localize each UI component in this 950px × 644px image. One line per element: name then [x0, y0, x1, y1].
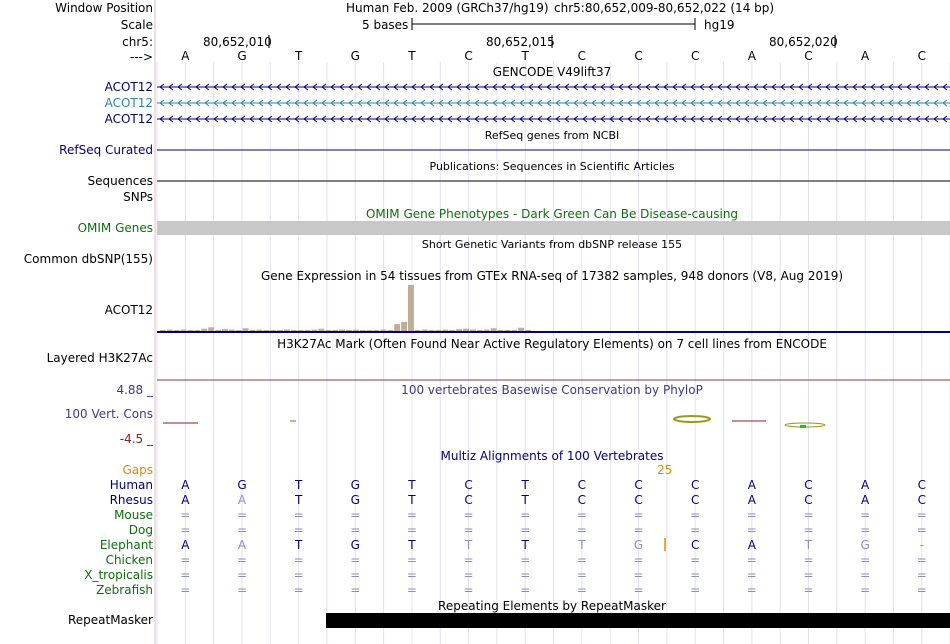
- sequence-base: C: [464, 49, 473, 63]
- alignment-base: =: [350, 568, 361, 582]
- alignment-base: =: [690, 553, 701, 567]
- sequence-base: T: [408, 49, 416, 63]
- gap-count: 25: [657, 463, 673, 477]
- scale-db-text: hg19: [704, 18, 735, 32]
- alignment-base: =: [803, 583, 814, 597]
- alignment-base: =: [406, 523, 417, 537]
- alignment-base: =: [180, 583, 191, 597]
- alignment-base: =: [633, 568, 644, 582]
- chrom-label: chr5:: [122, 35, 153, 49]
- common-dbsnp-label[interactable]: Common dbSNP(155): [23, 252, 153, 266]
- species-label[interactable]: X_tropicalis: [84, 568, 153, 582]
- gtex-bar: [277, 330, 283, 331]
- alignment-base: T: [408, 493, 416, 507]
- gtex-bar: [415, 330, 421, 331]
- species-label[interactable]: Zebrafish: [96, 583, 153, 597]
- alignment-base: -: [919, 538, 924, 552]
- conservation-max-label: 4.88 _: [116, 383, 153, 397]
- gtex-bar: [504, 330, 510, 331]
- gtex-bar: [291, 330, 297, 331]
- gtex-bar: [250, 330, 256, 331]
- omim-genes-label[interactable]: OMIM Genes: [77, 221, 153, 235]
- species-label[interactable]: Human: [109, 478, 153, 492]
- gtex-bar: [215, 330, 221, 331]
- gtex-bar: [477, 330, 483, 331]
- gtex-bar: [263, 330, 269, 331]
- alignment-base: =: [520, 508, 531, 522]
- ruler-tick-2: 80,652,015: [486, 35, 555, 49]
- gtex-bar: [525, 330, 531, 331]
- alignment-base: =: [463, 523, 474, 537]
- gtex-bar: [318, 329, 324, 331]
- alignment-base: T: [578, 538, 586, 552]
- alignment-base: G: [860, 538, 870, 552]
- gtex-bar: [380, 330, 386, 331]
- acot12-gtex-label[interactable]: ACOT12: [104, 303, 153, 317]
- alignment-base: =: [406, 508, 417, 522]
- gtex-bar: [284, 330, 290, 331]
- alignment-base: T: [521, 478, 529, 492]
- alignment-base: C: [804, 478, 813, 492]
- snps-label[interactable]: SNPs: [123, 190, 153, 204]
- gtex-bar: [346, 330, 352, 331]
- alignment-base: A: [861, 478, 870, 492]
- alignment-base: =: [860, 568, 871, 582]
- gtex-bar: [422, 330, 428, 331]
- scale-label: Scale: [120, 18, 153, 32]
- alignment-base: =: [180, 553, 191, 567]
- alignment-base: =: [520, 583, 531, 597]
- phylop-mark: [800, 425, 806, 428]
- acot12-track-label-3[interactable]: ACOT12: [104, 112, 153, 126]
- gtex-bar: [332, 330, 338, 331]
- layered-h3k27ac-label[interactable]: Layered H3K27Ac: [46, 351, 153, 365]
- alignment-base: T: [408, 478, 416, 492]
- strand-arrow-label: --->: [129, 50, 153, 64]
- assembly-name: Human Feb. 2009 (GRCh37/hg19): [346, 1, 549, 15]
- alignment-base: =: [690, 568, 701, 582]
- gtex-bar: [367, 330, 373, 331]
- gtex-bar: [312, 330, 318, 331]
- sequence-base: T: [294, 49, 303, 63]
- conservation-min-label: -4.5 _: [119, 432, 153, 446]
- species-label[interactable]: Chicken: [105, 553, 153, 567]
- alignment-base: G: [633, 538, 644, 552]
- sequence-base: C: [577, 49, 587, 63]
- alignment-base: A: [181, 493, 190, 507]
- alignment-base: =: [293, 583, 304, 597]
- alignment-base: C: [690, 478, 700, 492]
- phylop-track-title[interactable]: 100 vertebrates Basewise Conservation by PhyloP: [401, 383, 703, 397]
- alignment-base: =: [463, 583, 474, 597]
- alignment-base: =: [803, 553, 814, 567]
- alignment-base: =: [180, 508, 191, 522]
- alignment-base: =: [406, 583, 417, 597]
- alignment-base: A: [237, 538, 247, 552]
- gtex-bar: [498, 330, 504, 331]
- alignment-base: =: [576, 508, 587, 522]
- phylop-mark: [674, 416, 710, 422]
- alignment-base: =: [690, 508, 701, 522]
- gtex-bar: [194, 330, 200, 331]
- alignment-base: C: [634, 478, 643, 492]
- gtex-bar: [167, 330, 173, 331]
- species-label[interactable]: Mouse: [114, 508, 153, 522]
- alignment-base: =: [576, 568, 587, 582]
- alignment-base: =: [746, 523, 757, 537]
- gtex-bar: [394, 324, 400, 331]
- gtex-bar: [222, 329, 228, 331]
- gtex-bar: [408, 285, 414, 331]
- alignment-base: =: [746, 553, 757, 567]
- alignment-base: =: [236, 583, 247, 597]
- gtex-bar: [429, 330, 435, 331]
- alignment-base: =: [576, 583, 587, 597]
- scale-bar-text: 5 bases: [362, 18, 409, 32]
- position-readout: chr5:80,652,009-80,652,022 (14 bp): [554, 1, 775, 15]
- gtex-bar: [305, 330, 311, 331]
- alignment-base: T: [521, 538, 529, 552]
- sequence-base: G: [237, 49, 247, 63]
- sequence-base: C: [690, 49, 700, 63]
- alignment-base: A: [747, 538, 756, 552]
- alignment-base: =: [293, 568, 304, 582]
- alignment-base: T: [804, 538, 813, 552]
- alignment-base: =: [916, 523, 927, 537]
- gtex-bar: [470, 330, 476, 331]
- publications-track-title[interactable]: Publications: Sequences in Scientific Articles: [429, 160, 675, 173]
- omim-track-title[interactable]: OMIM Gene Phenotypes - Dark Green Can Be Disease-causing: [365, 207, 739, 221]
- gtex-bar: [463, 329, 469, 331]
- omim-bar: [157, 221, 950, 235]
- gtex-bar: [160, 330, 166, 331]
- gtex-bar: [229, 330, 235, 331]
- alignment-base: T: [521, 493, 529, 507]
- alignment-base: A: [861, 493, 870, 507]
- gtex-bar: [243, 328, 249, 331]
- sequence-base: T: [521, 49, 529, 63]
- alignment-base: T: [294, 538, 303, 552]
- window-position-label: Window Position: [55, 1, 153, 15]
- gtex-bar: [484, 330, 490, 331]
- alignment-base: =: [180, 568, 191, 582]
- alignment-base: =: [916, 508, 927, 522]
- sequence-base: G: [350, 49, 360, 63]
- alignment-base: C: [577, 493, 587, 507]
- multiz-track-title[interactable]: Multiz Alignments of 100 Vertebrates: [440, 449, 664, 463]
- acot12-track-label-2[interactable]: ACOT12: [104, 96, 153, 110]
- gtex-track-title[interactable]: Gene Expression in 54 tissues from GTEx RNA-seq of 17382 samples, 948 donors (V8, Aug 2019): [260, 269, 844, 283]
- alignment-base: A: [747, 493, 756, 507]
- alignment-base: =: [293, 508, 304, 522]
- alignment-base: G: [350, 493, 360, 507]
- gtex-bar: [201, 329, 207, 331]
- alignment-base: A: [181, 538, 190, 552]
- alignment-base: =: [746, 508, 757, 522]
- repeatmasker-label[interactable]: RepeatMasker: [67, 613, 153, 627]
- alignment-base: =: [803, 568, 814, 582]
- alignment-base: =: [236, 523, 247, 537]
- vert-cons-label[interactable]: 100 Vert. Cons: [64, 407, 153, 421]
- alignment-base: =: [916, 568, 927, 582]
- alignment-base: G: [350, 538, 360, 552]
- alignment-base: T: [294, 478, 303, 492]
- gtex-bar: [208, 327, 214, 331]
- alignment-base: =: [293, 553, 304, 567]
- alignment-base: =: [236, 553, 247, 567]
- alignment-base: =: [633, 553, 644, 567]
- alignment-base: =: [520, 568, 531, 582]
- alignment-base: =: [860, 583, 871, 597]
- species-label[interactable]: Elephant: [99, 538, 153, 552]
- alignment-base: C: [804, 493, 813, 507]
- alignment-base: =: [690, 523, 701, 537]
- alignment-base: =: [236, 508, 247, 522]
- alignment-base: =: [406, 568, 417, 582]
- alignment-base: C: [577, 478, 587, 492]
- alignment-base: C: [464, 478, 473, 492]
- acot12-track-label-1[interactable]: ACOT12: [104, 80, 153, 94]
- gtex-bar: [442, 330, 448, 331]
- alignment-base: =: [576, 553, 587, 567]
- dbsnp-track-title[interactable]: Short Genetic Variants from dbSNP release 155: [421, 238, 683, 251]
- gtex-bar: [256, 330, 262, 331]
- refseq-curated-label[interactable]: RefSeq Curated: [59, 143, 153, 157]
- alignment-base: =: [236, 568, 247, 582]
- sequence-base: A: [747, 49, 756, 63]
- alignment-base: =: [406, 553, 417, 567]
- alignment-base: G: [350, 478, 360, 492]
- gtex-bar: [436, 330, 442, 331]
- alignment-base: =: [350, 553, 361, 567]
- alignment-base: =: [520, 553, 531, 567]
- alignment-base: =: [576, 523, 587, 537]
- alignment-base: C: [690, 538, 700, 552]
- alignment-base: =: [463, 508, 474, 522]
- gtex-bar: [270, 330, 276, 331]
- gtex-bar: [339, 330, 345, 331]
- alignment-base: =: [860, 508, 871, 522]
- sequence-base: A: [861, 49, 870, 63]
- alignment-base: T: [294, 493, 303, 507]
- species-label[interactable]: Rhesus: [109, 493, 153, 507]
- gtex-bar: [449, 330, 455, 331]
- alignment-base: C: [690, 493, 700, 507]
- alignment-base: =: [350, 508, 361, 522]
- gtex-bar: [387, 330, 393, 331]
- alignment-base: T: [408, 538, 416, 552]
- gtex-bar: [401, 322, 407, 331]
- alignment-base: =: [520, 523, 531, 537]
- alignment-base: =: [633, 523, 644, 537]
- alignment-base: C: [917, 493, 926, 507]
- sequences-label[interactable]: Sequences: [87, 174, 153, 188]
- sequence-base: C: [804, 49, 813, 63]
- alignment-base: =: [916, 553, 927, 567]
- gtex-bar: [174, 330, 180, 331]
- alignment-base: T: [464, 538, 473, 552]
- sequence-base: A: [181, 49, 190, 63]
- alignment-base: =: [860, 523, 871, 537]
- alignment-base: =: [463, 568, 474, 582]
- alignment-base: =: [633, 583, 644, 597]
- repeatmasker-bar: [326, 613, 950, 628]
- gtex-bar: [353, 330, 359, 331]
- alignment-base: G: [237, 478, 247, 492]
- alignment-base: =: [463, 553, 474, 567]
- gtex-bar: [374, 330, 380, 331]
- species-label[interactable]: Dog: [128, 523, 153, 537]
- gtex-bar: [456, 329, 462, 331]
- gtex-bar: [236, 330, 242, 331]
- alignment-base: =: [803, 523, 814, 537]
- gencode-track-title[interactable]: GENCODE V49lift37: [492, 65, 612, 79]
- alignment-base: A: [237, 493, 247, 507]
- alignment-base: C: [464, 493, 473, 507]
- gtex-bar: [325, 330, 331, 331]
- repeatmasker-track-title[interactable]: Repeating Elements by RepeatMasker: [438, 599, 666, 613]
- alignment-base: =: [746, 568, 757, 582]
- alignment-base: C: [917, 478, 926, 492]
- gaps-label: Gaps: [122, 463, 153, 477]
- alignment-base: =: [746, 583, 757, 597]
- alignment-base: A: [181, 478, 190, 492]
- ruler-tick-1: 80,652,010: [203, 35, 272, 49]
- gtex-bar: [491, 328, 497, 331]
- alignment-base: =: [916, 583, 927, 597]
- alignment-base: C: [634, 493, 643, 507]
- gtex-bar: [181, 330, 187, 331]
- gtex-bar: [360, 330, 366, 331]
- alignment-base: =: [690, 583, 701, 597]
- alignment-base: =: [350, 583, 361, 597]
- alignment-base: =: [633, 508, 644, 522]
- refseq-track-title[interactable]: RefSeq genes from NCBI: [484, 129, 620, 142]
- gtex-bar: [518, 328, 524, 331]
- alignment-base: =: [860, 553, 871, 567]
- ruler-tick-3: 80,652,020: [769, 35, 838, 49]
- alignment-base: =: [180, 523, 191, 537]
- alignment-base: =: [293, 523, 304, 537]
- gtex-bar: [188, 330, 194, 331]
- gtex-bar: [298, 330, 304, 331]
- alignment-base: =: [350, 523, 361, 537]
- gtex-bar: [511, 330, 517, 331]
- sequence-base: C: [917, 49, 926, 63]
- sequence-base: C: [634, 49, 643, 63]
- alignment-base: A: [747, 478, 756, 492]
- h3k27ac-track-title[interactable]: H3K27Ac Mark (Often Found Near Active Regulatory Elements) on 7 cell lines from ENCODE: [277, 337, 827, 351]
- alignment-base: =: [803, 508, 814, 522]
